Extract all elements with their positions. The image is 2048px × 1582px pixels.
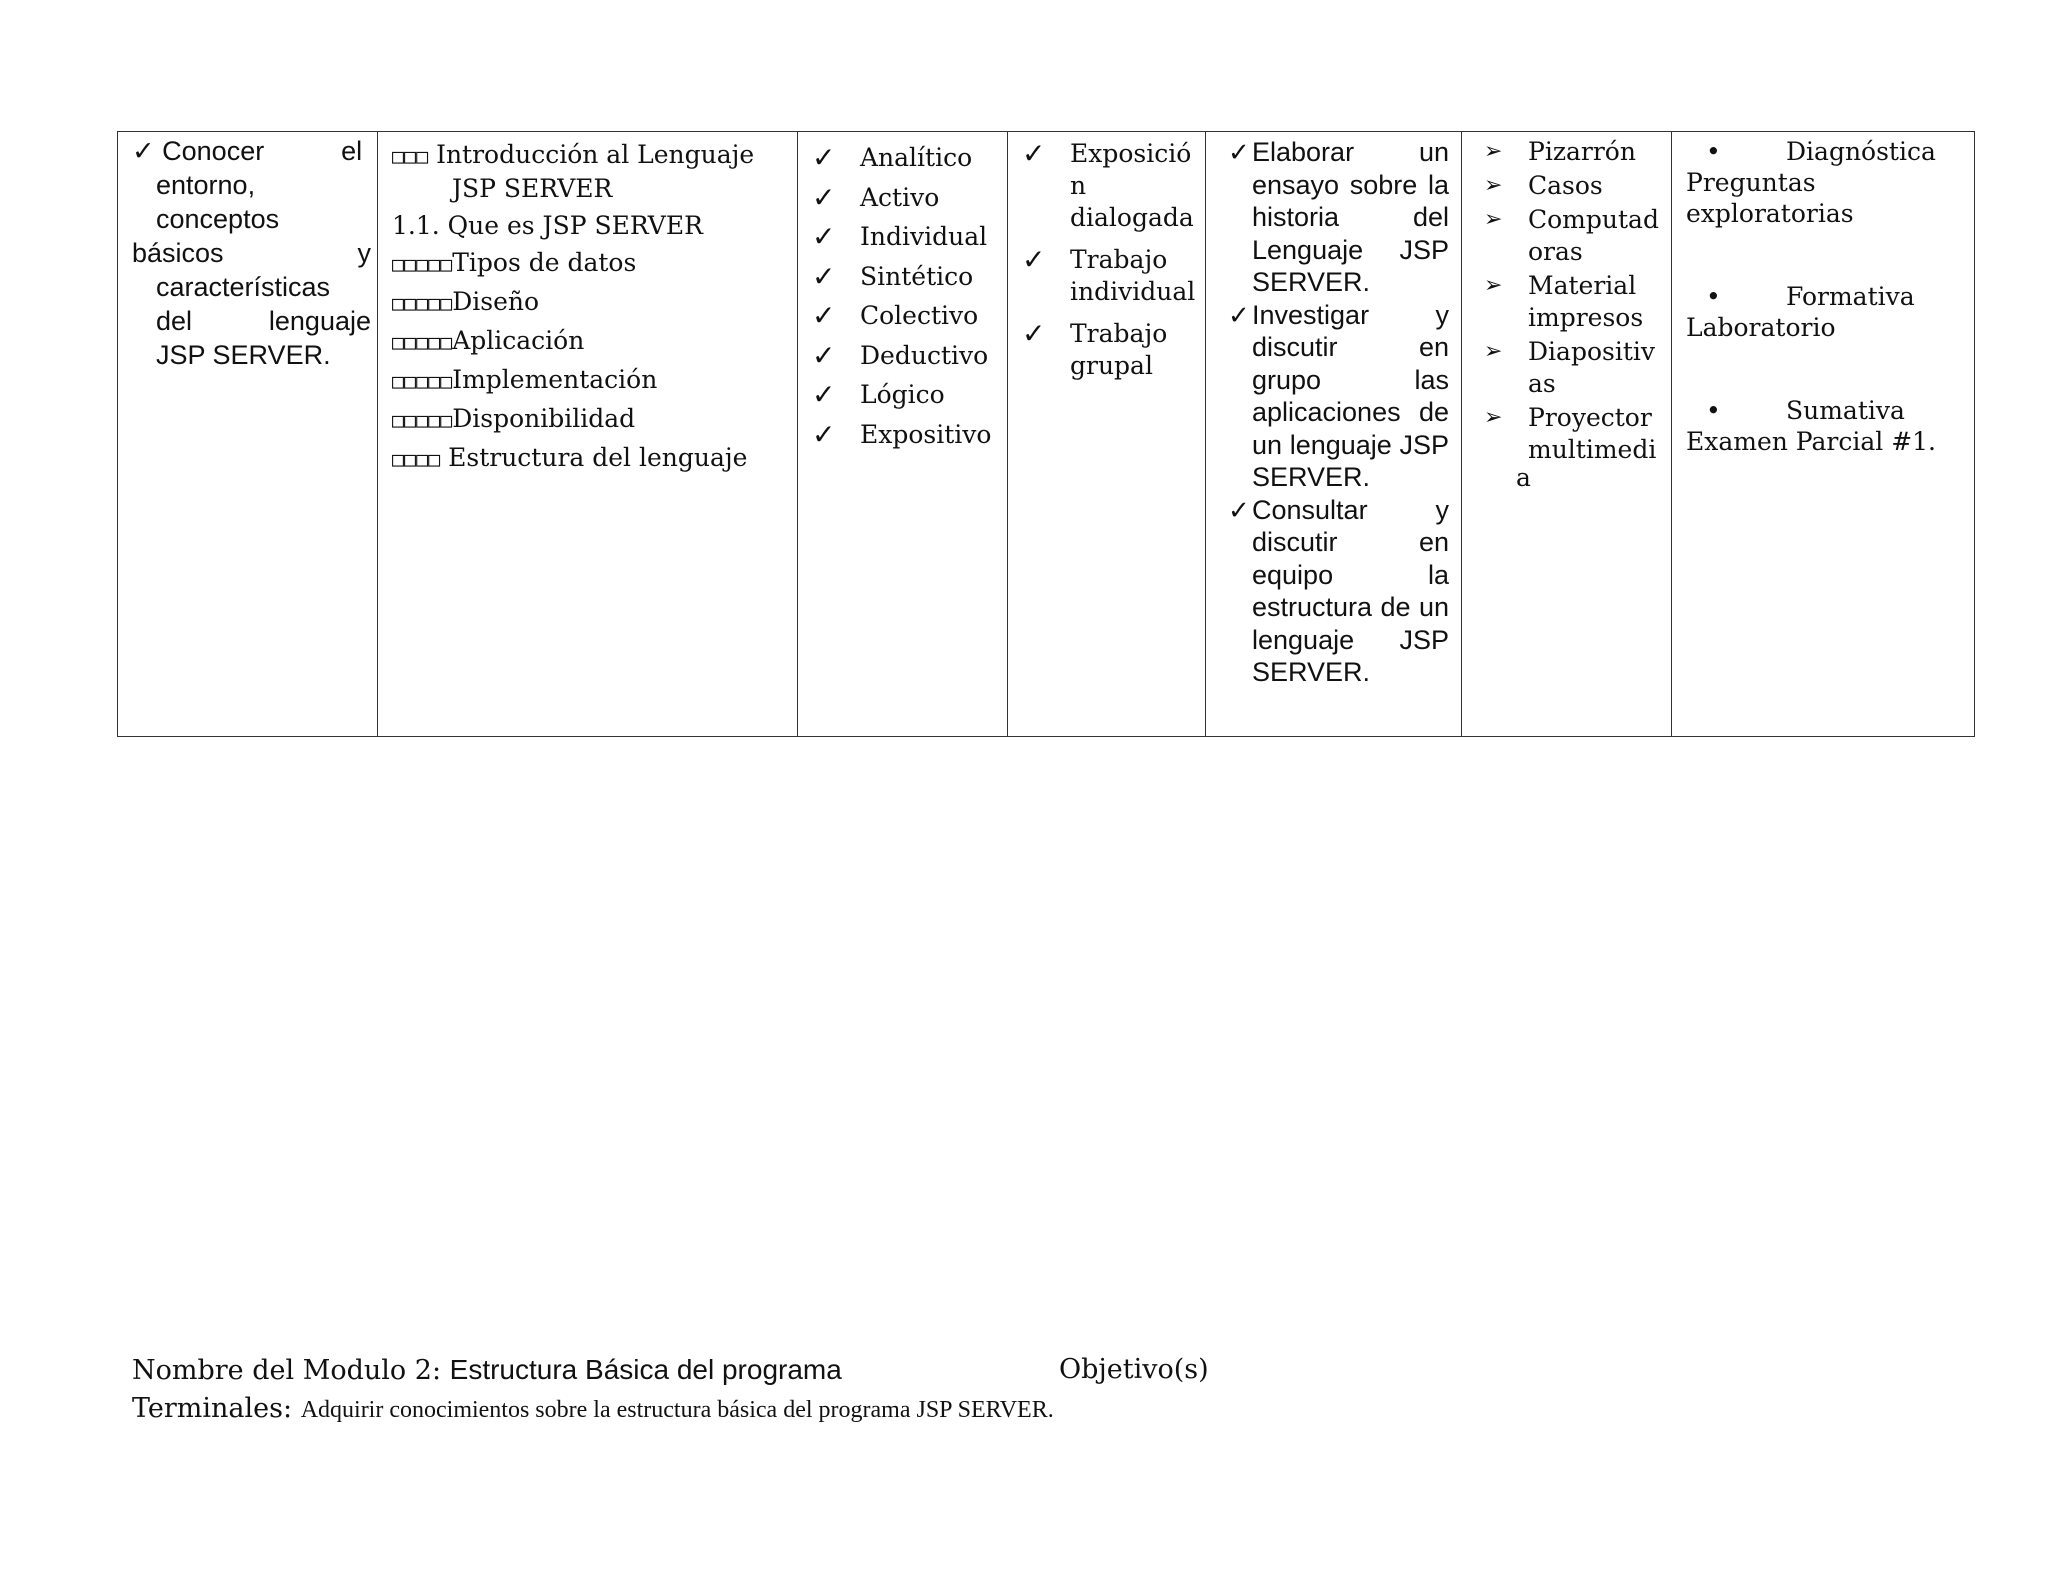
content-item (392, 400, 791, 439)
technique-item (1022, 138, 1201, 234)
activity-item (1228, 136, 1449, 299)
resource-text: oras (1528, 237, 1583, 266)
activities-cell (1206, 132, 1462, 737)
check-icon: ✓ (1228, 494, 1250, 525)
content-text: Diseño (452, 287, 540, 316)
method-item (812, 217, 1003, 257)
check-icon: ✓ (132, 136, 155, 166)
check-icon: ✓ (812, 338, 836, 372)
content-text: Tipos de datos (452, 248, 637, 277)
content-text: Disponibilidad (452, 404, 636, 433)
check-icon: ✓ (812, 141, 836, 174)
method-item (812, 138, 1003, 178)
technique-text: dialogada (1070, 203, 1194, 232)
check-icon: ✓ (812, 180, 836, 214)
missing-glyph-icon: □□□□□ (392, 369, 453, 393)
method-text: Analítico (860, 143, 973, 172)
method-text: Colectivo (860, 301, 979, 330)
objective-word: lenguaje (268, 306, 371, 336)
bullet-icon: • (1706, 137, 1721, 166)
missing-glyph-icon: □□□□□ (392, 408, 453, 432)
method-item (812, 336, 1003, 376)
evaluation-text: Laboratorio (1686, 313, 1836, 342)
terminal-label: Terminales: (132, 1393, 293, 1424)
technique-item (1022, 244, 1201, 308)
missing-glyph-icon: □□□□□ (392, 252, 453, 276)
check-icon: ✓ (1228, 299, 1250, 330)
method-item (812, 296, 1003, 336)
check-icon: ✓ (1022, 317, 1046, 350)
arrow-bullet-icon: ➢ (1484, 405, 1503, 430)
content-item (392, 322, 791, 361)
content-item (392, 244, 791, 283)
arrow-bullet-icon: ➢ (1484, 173, 1503, 198)
technique-text: grupal (1070, 351, 1153, 380)
resource-text: a (1516, 463, 1531, 492)
content-text: JSP SERVER (452, 174, 613, 203)
method-text: Sintético (860, 261, 974, 291)
activity-item (1228, 494, 1449, 689)
objective-word: y (357, 238, 371, 268)
method-text: Activo (860, 182, 940, 212)
activity-text: Investigar y discutir en grupo las aplicaciones de un lenguaje JSP SERVER. (1252, 299, 1449, 492)
check-icon: ✓ (812, 378, 836, 411)
activity-item (1228, 299, 1449, 494)
resource-text: multimedi (1528, 435, 1657, 464)
activity-text: Elaborar un ensayo sobre la historia del Lenguaje JSP SERVER. (1252, 137, 1449, 297)
contents-cell (378, 132, 798, 737)
resource-item (1484, 204, 1667, 268)
terminal-objective (132, 1393, 1054, 1424)
evaluation-item (1686, 395, 1968, 457)
techniques-cell (1008, 132, 1206, 737)
evaluation-item (1686, 281, 1968, 343)
resource-text: Material (1528, 271, 1637, 300)
terminal-text: Adquirir conocimientos sobre la estructura básica del programa JSP SERVER. (300, 1397, 1054, 1423)
bullet-icon: • (1706, 396, 1721, 425)
objective-word: básicos (132, 238, 224, 268)
objective-line (132, 304, 371, 338)
resource-text: impresos (1528, 303, 1644, 332)
planning-table (117, 131, 1975, 737)
check-icon: ✓ (1228, 137, 1250, 167)
method-text: Expositivo (860, 419, 992, 449)
method-item (812, 375, 1003, 415)
resources-cell (1462, 132, 1672, 737)
bullet-icon: • (1706, 282, 1721, 311)
resource-text: Pizarrón (1528, 137, 1636, 166)
resource-text: Diapositiv (1528, 337, 1655, 366)
missing-glyph-icon: □□□□□ (392, 291, 453, 315)
check-icon: ✓ (812, 299, 836, 332)
arrow-bullet-icon: ➢ (1484, 139, 1503, 164)
arrow-bullet-icon: ➢ (1484, 207, 1503, 232)
missing-glyph-icon: □□□□ (392, 447, 441, 471)
content-text: Aplicación (452, 326, 585, 355)
arrow-bullet-icon: ➢ (1484, 339, 1503, 364)
method-item (812, 178, 1003, 218)
check-icon: ✓ (1022, 137, 1046, 170)
technique-text: individual (1070, 277, 1196, 306)
content-text: Implementación (452, 365, 658, 394)
check-icon: ✓ (1022, 243, 1046, 276)
resource-item (1484, 136, 1667, 168)
content-text: Estructura del lenguaje (448, 443, 748, 472)
evaluation-type: Formativa (1786, 282, 1915, 311)
content-item (392, 439, 791, 478)
technique-text: Trabajo (1070, 319, 1168, 348)
objective-label: Objetivo(s) (1059, 1354, 1209, 1385)
evaluation-text: Preguntas (1686, 168, 1816, 197)
objective-word: características (156, 272, 331, 302)
objective-word: el (341, 136, 363, 166)
resource-text: Computad (1528, 205, 1659, 234)
evaluation-type: Sumativa (1786, 396, 1905, 425)
method-text: Deductivo (860, 340, 989, 370)
arrow-bullet-icon: ➢ (1484, 273, 1503, 298)
objective-word: entorno, (156, 170, 256, 200)
module-label: Nombre del Modulo 2: (132, 1355, 442, 1386)
evaluation-cell (1672, 132, 1975, 737)
resource-text: Casos (1528, 171, 1603, 200)
content-item: 1.1. Que es JSP SERVER (392, 211, 703, 240)
missing-glyph-icon: □□□□□ (392, 330, 453, 354)
resource-item (1484, 170, 1667, 202)
evaluation-item (1686, 136, 1968, 229)
technique-text: Exposició (1070, 139, 1192, 168)
resource-item (1484, 270, 1667, 334)
resource-text: Proyector (1528, 403, 1652, 432)
activity-text: Consultar y discutir en equipo la estructura de un lenguaje JSP SERVER. (1252, 494, 1449, 687)
methods-cell (798, 132, 1008, 737)
missing-glyph-icon: □□□ (392, 144, 429, 168)
check-icon: ✓ (812, 220, 836, 253)
content-text: Introducción al Lenguaje (436, 140, 755, 169)
resource-text: as (1528, 369, 1556, 398)
method-item (812, 257, 1003, 297)
technique-text: n (1070, 171, 1087, 200)
evaluation-type: Diagnóstica (1786, 137, 1936, 166)
check-icon: ✓ (812, 417, 836, 451)
objective-line (132, 236, 371, 270)
check-icon: ✓ (812, 259, 836, 293)
objective-word: del (156, 306, 193, 336)
resource-item (1484, 402, 1667, 466)
method-item (812, 415, 1003, 455)
module-name: Estructura Básica del programa (449, 1354, 842, 1385)
objective-word: conceptos (156, 204, 280, 234)
content-item (392, 361, 791, 400)
resource-item (1484, 336, 1667, 400)
evaluation-text: Examen Parcial #1. (1686, 427, 1936, 456)
technique-item (1022, 318, 1201, 382)
objective-word: JSP SERVER. (156, 340, 331, 370)
technique-text: Trabajo (1070, 245, 1168, 274)
method-text: Lógico (860, 380, 945, 409)
method-text: Individual (860, 222, 988, 251)
objective-cell (118, 132, 378, 737)
module-heading (132, 1354, 842, 1386)
evaluation-text: exploratorias (1686, 199, 1854, 228)
content-item (392, 283, 791, 322)
objective-word: Conocer (162, 136, 265, 166)
